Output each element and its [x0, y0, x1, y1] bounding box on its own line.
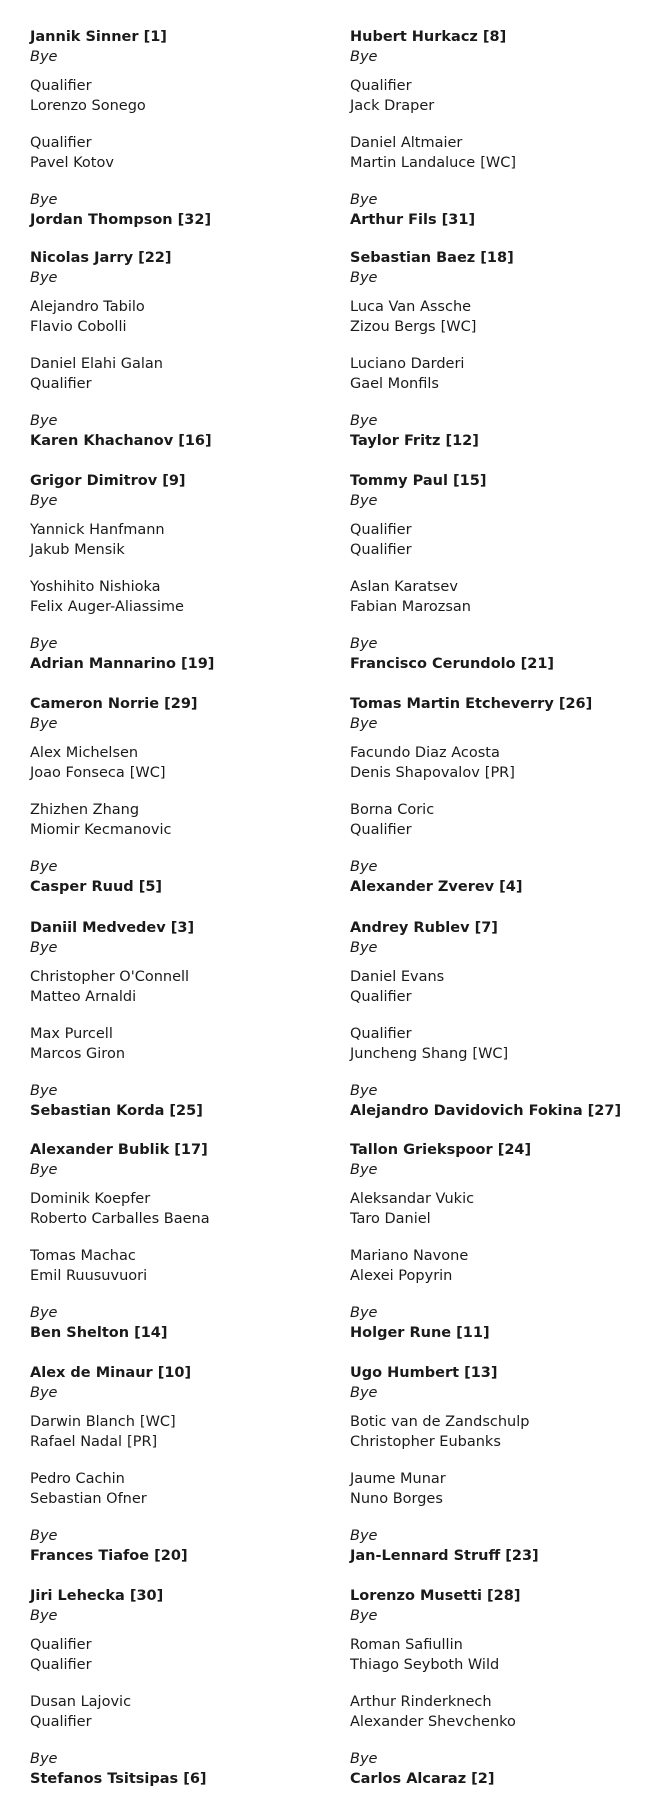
seeded-player-text: Daniil Medvedev [3] [30, 920, 195, 936]
player-entry [30, 1432, 157, 1452]
player-entry-text: Qualifier [350, 522, 412, 538]
player-entry-text: Qualifier [30, 135, 92, 151]
player-entry [350, 96, 434, 116]
player-entry [350, 374, 439, 394]
player-entry-text: Qualifier [30, 1657, 92, 1673]
player-entry [30, 577, 161, 597]
player-entry-text: Zizou Bergs [350, 319, 436, 335]
seeded-player-text: Hubert Hurkacz [8] [350, 29, 507, 45]
player-entry [30, 1246, 136, 1266]
player-entry-text: Gael Monfils [350, 376, 439, 392]
seeded-player-text: Stefanos Tsitsipas [6] [30, 1771, 207, 1787]
player-entry-text: Marcos Giron [30, 1046, 126, 1062]
bye-label [30, 1749, 57, 1769]
player-entry-text: Qualifier [350, 822, 412, 838]
bye-label [350, 491, 377, 511]
player-entry-text: Qualifier [350, 542, 412, 558]
bye-label [350, 1606, 377, 1626]
player-entry [350, 133, 462, 153]
seeded-player-text: Casper Ruud [5] [30, 879, 163, 895]
seeded-player [350, 1586, 521, 1606]
bye-label [350, 1749, 377, 1769]
player-entry [350, 1246, 468, 1266]
player-entry-text: Aslan Karatsev [350, 579, 458, 595]
seeded-player [350, 248, 514, 268]
bye-label [30, 938, 57, 958]
player-entry-text: Luca Van Assche [350, 299, 472, 315]
bye-label-text: Bye [30, 1751, 58, 1767]
bye-label-text: Bye [30, 49, 58, 65]
seeded-player [30, 654, 214, 674]
bye-label [30, 1160, 57, 1180]
bye-label [350, 190, 377, 210]
player-entry-text: Taro Daniel [350, 1211, 431, 1227]
player-entry [350, 1712, 516, 1732]
bye-label [350, 1383, 377, 1403]
seeded-player [30, 1546, 188, 1566]
player-entry-text: Darwin Blanch [30, 1414, 135, 1430]
player-entry-text: Luciano Darderi [350, 356, 465, 372]
seeded-player-text: Karen Khachanov [16] [30, 433, 212, 449]
seeded-player [350, 1363, 498, 1383]
player-entry [350, 1655, 499, 1675]
player-entry [350, 1209, 431, 1229]
player-entry-text: Rafael Nadal [30, 1434, 123, 1450]
player-entry-text: Thiago Seyboth Wild [350, 1657, 500, 1673]
bye-label-text: Bye [350, 1083, 378, 1099]
player-entry-text: Miomir Kecmanovic [30, 822, 172, 838]
seeded-player-text: Jordan Thompson [32] [30, 212, 212, 228]
player-entry-text: Qualifier [350, 989, 412, 1005]
player-entry [30, 820, 171, 840]
player-entry [350, 520, 412, 540]
player-entry-text: Aleksandar Vukic [350, 1191, 475, 1207]
player-entry-text: Jack Draper [350, 98, 435, 114]
player-entry [350, 743, 500, 763]
bye-label [30, 857, 57, 877]
bye-label-text: Bye [30, 1608, 58, 1624]
player-entry [350, 354, 464, 374]
player-entry [30, 520, 165, 540]
player-entry-text: Roman Safiullin [350, 1637, 463, 1653]
player-entry [30, 96, 146, 116]
player-entry [30, 1655, 92, 1675]
player-entry-text: Qualifier [30, 376, 92, 392]
seeded-player-text: Tommy Paul [15] [350, 473, 487, 489]
bye-label [30, 47, 57, 67]
player-entry [350, 1692, 492, 1712]
seeded-player-text: Sebastian Baez [18] [350, 250, 514, 266]
seeded-player [350, 27, 506, 47]
seeded-player-text: Grigor Dimitrov [9] [30, 473, 186, 489]
seeded-player-text: Tomas Martin Etcheverry [26] [350, 696, 593, 712]
player-entry-text: Dominik Koepfer [30, 1191, 151, 1207]
player-entry [350, 1266, 452, 1286]
seeded-player-text: Sebastian Korda [25] [30, 1103, 203, 1119]
player-entry [30, 540, 125, 560]
bye-label-text: Bye [350, 270, 378, 286]
bye-label-text: Bye [30, 493, 58, 509]
seeded-player [350, 1546, 539, 1566]
seeded-player [30, 1140, 208, 1160]
player-entry [350, 1412, 529, 1432]
bye-label [350, 47, 377, 67]
player-entry-text: Nuno Borges [350, 1491, 443, 1507]
seeded-player [350, 918, 498, 938]
seeded-player-text: Lorenzo Musetti [28] [350, 1588, 521, 1604]
player-entry-text: Alejandro Tabilo [30, 299, 145, 315]
bye-label-text: Bye [30, 940, 58, 956]
player-entry-text: Tomas Machac [30, 1248, 136, 1264]
player-entry [350, 1432, 501, 1452]
bye-label-text: Bye [350, 1162, 378, 1178]
bye-label-text: Bye [30, 270, 58, 286]
player-entry [30, 133, 92, 153]
player-entry-text: Sebastian Ofner [30, 1491, 147, 1507]
player-entry-text: Mariano Navone [350, 1248, 469, 1264]
player-entry-text: Borna Coric [350, 802, 435, 818]
bye-label [30, 1081, 57, 1101]
seeded-player [350, 431, 479, 451]
seeded-player [350, 1101, 621, 1121]
player-entry [350, 1469, 446, 1489]
player-entry-text: Qualifier [30, 78, 92, 94]
bye-label [30, 1526, 57, 1546]
seeded-player-text: Jan-Lennard Struff [23] [350, 1548, 539, 1564]
seeded-player [350, 1769, 495, 1789]
seeded-player [30, 877, 162, 897]
player-entry [350, 820, 412, 840]
bye-label [350, 714, 377, 734]
seeded-player-text: Cameron Norrie [29] [30, 696, 198, 712]
bye-label [30, 411, 57, 431]
player-entry [30, 354, 163, 374]
seeded-player [350, 877, 523, 897]
player-entry-text: Qualifier [350, 78, 412, 94]
player-entry-text: Emil Ruusuvuori [30, 1268, 148, 1284]
entry-status-note: [WC] [440, 319, 477, 335]
seeded-player [30, 27, 167, 47]
player-entry [30, 1266, 147, 1286]
seeded-player-text: Ben Shelton [14] [30, 1325, 168, 1341]
player-entry-text: Yannick Hanfmann [30, 522, 165, 538]
seeded-player [30, 1769, 207, 1789]
entry-status-note: [WC] [480, 155, 517, 171]
seeded-player [30, 918, 194, 938]
player-entry [350, 1044, 508, 1064]
player-entry-text: Flavio Cobolli [30, 319, 127, 335]
player-entry-text: Daniel Altmaier [350, 135, 463, 151]
seeded-player-text: Nicolas Jarry [22] [30, 250, 172, 266]
player-entry [30, 1489, 147, 1509]
player-entry [350, 540, 412, 560]
player-entry-text: Christopher O'Connell [30, 969, 190, 985]
player-entry [30, 297, 145, 317]
player-entry [350, 297, 471, 317]
player-entry-text: Lorenzo Sonego [30, 98, 146, 114]
player-entry [350, 1189, 474, 1209]
bye-label [30, 491, 57, 511]
bye-label-text: Bye [350, 1751, 378, 1767]
bye-label [350, 1081, 377, 1101]
bye-label [30, 268, 57, 288]
player-entry [350, 317, 476, 337]
player-entry [350, 800, 434, 820]
player-entry [350, 597, 471, 617]
bye-label [350, 1303, 377, 1323]
seeded-player [30, 431, 212, 451]
player-entry [30, 76, 92, 96]
player-entry-text: Dusan Lajovic [30, 1694, 132, 1710]
seeded-player-text: Ugo Humbert [13] [350, 1365, 498, 1381]
bye-label-text: Bye [30, 716, 58, 732]
player-entry [30, 317, 127, 337]
bye-label [350, 1526, 377, 1546]
seeded-player-text: Frances Tiafoe [20] [30, 1548, 188, 1564]
player-entry [30, 967, 189, 987]
bye-label-text: Bye [30, 192, 58, 208]
bye-label [30, 714, 57, 734]
player-entry [30, 374, 92, 394]
player-entry [30, 1692, 131, 1712]
seeded-player [350, 1323, 490, 1343]
bye-label [350, 268, 377, 288]
player-entry-text: Alexander Shevchenko [350, 1714, 516, 1730]
bye-label [350, 634, 377, 654]
player-entry-text: Fabian Marozsan [350, 599, 471, 615]
seeded-player-text: Jiri Lehecka [30] [30, 1588, 164, 1604]
player-entry-text: Jakub Mensik [30, 542, 125, 558]
player-entry-text: Joao Fonseca [30, 765, 125, 781]
entry-status-note: [WC] [139, 1414, 176, 1430]
player-entry [350, 763, 515, 783]
bye-label [350, 857, 377, 877]
player-entry-text: Pavel Kotov [30, 155, 114, 171]
bye-label-text: Bye [350, 940, 378, 956]
seeded-player [30, 1323, 168, 1343]
seeded-player [350, 471, 486, 491]
bye-label [30, 1606, 57, 1626]
player-entry-text: Arthur Rinderknech [350, 1694, 492, 1710]
seeded-player [30, 248, 172, 268]
seeded-player-text: Alexander Bublik [17] [30, 1142, 208, 1158]
player-entry [30, 1712, 92, 1732]
player-entry [30, 743, 138, 763]
bye-label-text: Bye [350, 1528, 378, 1544]
player-entry [30, 1635, 92, 1655]
entry-status-note: [PR] [484, 765, 515, 781]
player-entry [350, 577, 458, 597]
player-entry [30, 1469, 125, 1489]
player-entry-text: Zhizhen Zhang [30, 802, 140, 818]
player-entry [30, 1189, 150, 1209]
player-entry-text: Qualifier [30, 1637, 92, 1653]
seeded-player [30, 471, 186, 491]
seeded-player-text: Jannik Sinner [1] [30, 29, 167, 45]
seeded-player-text: Adrian Mannarino [19] [30, 656, 215, 672]
bye-label-text: Bye [30, 1083, 58, 1099]
player-entry [30, 1412, 176, 1432]
bye-label-text: Bye [350, 413, 378, 429]
seeded-player [30, 1586, 163, 1606]
bye-label [30, 1383, 57, 1403]
player-entry-text: Pedro Cachin [30, 1471, 125, 1487]
player-entry-text: Christopher Eubanks [350, 1434, 501, 1450]
bye-label-text: Bye [30, 1385, 58, 1401]
player-entry-text: Jaume Munar [350, 1471, 446, 1487]
seeded-player [350, 1140, 531, 1160]
seeded-player [30, 1363, 191, 1383]
player-entry-text: Botic van de Zandschulp [350, 1414, 530, 1430]
player-entry [350, 967, 444, 987]
bye-label-text: Bye [30, 1528, 58, 1544]
bye-label-text: Bye [350, 1385, 378, 1401]
bye-label [30, 634, 57, 654]
player-entry [30, 153, 114, 173]
seeded-player-text: Tallon Griekspoor [24] [350, 1142, 532, 1158]
player-entry-text: Juncheng Shang [350, 1046, 468, 1062]
seeded-player-text: Francisco Cerundolo [21] [350, 656, 555, 672]
seeded-player-text: Carlos Alcaraz [2] [350, 1771, 495, 1787]
seeded-player [30, 210, 211, 230]
player-entry [30, 763, 166, 783]
seeded-player [30, 694, 198, 714]
seeded-player-text: Alexander Zverev [4] [350, 879, 523, 895]
player-entry [30, 800, 139, 820]
bye-label [350, 938, 377, 958]
player-entry [30, 1024, 113, 1044]
player-entry-text: Max Purcell [30, 1026, 113, 1042]
bye-label [30, 1303, 57, 1323]
seeded-player [350, 694, 592, 714]
seeded-player-text: Holger Rune [11] [350, 1325, 490, 1341]
bye-label-text: Bye [350, 636, 378, 652]
seeded-player-text: Andrey Rublev [7] [350, 920, 498, 936]
bye-label-text: Bye [350, 49, 378, 65]
player-entry-text: Martin Landaluce [350, 155, 476, 171]
bye-label-text: Bye [30, 859, 58, 875]
bye-label-text: Bye [350, 859, 378, 875]
bye-label-text: Bye [350, 1608, 378, 1624]
player-entry-text: Yoshihito Nishioka [30, 579, 161, 595]
player-entry [30, 597, 184, 617]
player-entry [30, 1209, 210, 1229]
player-entry-text: Qualifier [350, 1026, 412, 1042]
bye-label-text: Bye [30, 1305, 58, 1321]
player-entry-text: Alexei Popyrin [350, 1268, 453, 1284]
bye-label-text: Bye [350, 1305, 378, 1321]
bye-label-text: Bye [30, 636, 58, 652]
bye-label-text: Bye [350, 716, 378, 732]
seeded-player-text: Alejandro Davidovich Fokina [27] [350, 1103, 622, 1119]
seeded-player [350, 654, 554, 674]
seeded-player-text: Alex de Minaur [10] [30, 1365, 192, 1381]
bye-label-text: Bye [30, 1162, 58, 1178]
bye-label [30, 190, 57, 210]
bye-label-text: Bye [350, 493, 378, 509]
entry-status-note: [WC] [129, 765, 166, 781]
player-entry [350, 1635, 463, 1655]
entry-status-note: [WC] [472, 1046, 509, 1062]
seeded-player-text: Taylor Fritz [12] [350, 433, 479, 449]
player-entry-text: Qualifier [30, 1714, 92, 1730]
player-entry-text: Facundo Diaz Acosta [350, 745, 500, 761]
bye-label [350, 1160, 377, 1180]
bye-label-text: Bye [350, 192, 378, 208]
player-entry-text: Denis Shapovalov [350, 765, 480, 781]
seeded-player [30, 1101, 203, 1121]
bye-label [350, 411, 377, 431]
seeded-player-text: Arthur Fils [31] [350, 212, 476, 228]
entry-status-note: [PR] [127, 1434, 158, 1450]
player-entry-text: Roberto Carballes Baena [30, 1211, 210, 1227]
player-entry-text: Felix Auger-Aliassime [30, 599, 184, 615]
player-entry [30, 1044, 125, 1064]
player-entry-text: Daniel Evans [350, 969, 445, 985]
player-entry [350, 153, 516, 173]
bye-label-text: Bye [30, 413, 58, 429]
player-entry [350, 1024, 412, 1044]
player-entry-text: Alex Michelsen [30, 745, 139, 761]
player-entry-text: Daniel Elahi Galan [30, 356, 163, 372]
player-entry [350, 76, 412, 96]
seeded-player [350, 210, 475, 230]
player-entry [30, 987, 136, 1007]
player-entry [350, 1489, 443, 1509]
player-entry-text: Matteo Arnaldi [30, 989, 137, 1005]
player-entry [350, 987, 412, 1007]
